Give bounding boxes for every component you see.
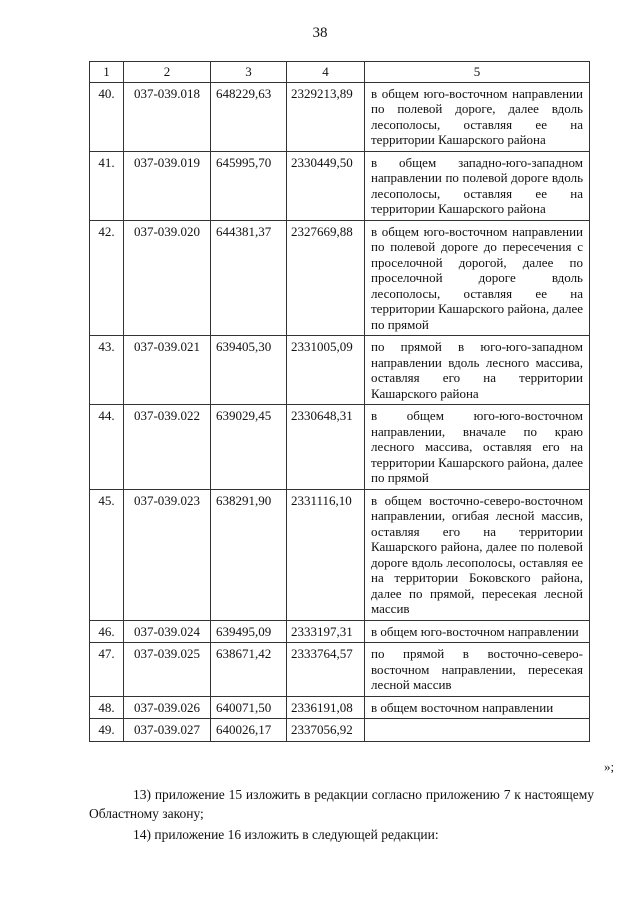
boundary-description: по прямой в восточно-северо-восточном направлении, пересекая лесной массив (365, 643, 590, 697)
table-row (90, 220, 590, 336)
boundary-points-table (89, 61, 590, 742)
row-number: 40. (90, 82, 124, 151)
boundary-description: в общем юго-восточном направлении по полевой дороге, далее вдоль лесополосы, оставляя ее на территории Кашарского района (365, 82, 590, 151)
coordinate-x: 638671,42 (211, 643, 287, 697)
coordinate-y: 2333197,31 (287, 620, 365, 643)
coordinate-y: 2331116,10 (287, 489, 365, 620)
boundary-description: по прямой в юго-юго-западном направлении вдоль лесного массива, оставляя его на территории Кашарского района (365, 336, 590, 405)
point-id: 037-039.018 (124, 82, 211, 151)
table-row (90, 696, 590, 719)
boundary-description: в общем восточно-северо-восточном направлении, огибая лесной массив, оставляя его на территории Кашарского района, далее по полевой дороге вдоль лесополосы, оставляя ее на территории Боковского района, далее по прямой, пересекая лесной массив (365, 489, 590, 620)
coordinate-y: 2336191,08 (287, 696, 365, 719)
coordinate-x: 645995,70 (211, 151, 287, 220)
point-id: 037-039.022 (124, 405, 211, 490)
boundary-description (365, 719, 590, 742)
coordinate-x: 639405,30 (211, 336, 287, 405)
table-row (90, 336, 590, 405)
boundary-description: в общем западно-юго-западном направлении по полевой дороге вдоль лесополосы, оставляя ее на территории Кашарского района (365, 151, 590, 220)
table-row (90, 719, 590, 742)
row-number: 43. (90, 336, 124, 405)
row-number: 45. (90, 489, 124, 620)
row-number: 46. (90, 620, 124, 643)
coordinate-y: 2329213,89 (287, 82, 365, 151)
coordinate-x: 639029,45 (211, 405, 287, 490)
point-id: 037-039.021 (124, 336, 211, 405)
point-id: 037-039.019 (124, 151, 211, 220)
point-id: 037-039.027 (124, 719, 211, 742)
row-number: 44. (90, 405, 124, 490)
header-cell-5: 5 (365, 62, 590, 83)
header-cell-2: 2 (124, 62, 211, 83)
row-number: 42. (90, 220, 124, 336)
paragraph-14: 14) приложение 16 изложить в следующей редакции: (133, 827, 439, 842)
header-cell-4: 4 (287, 62, 365, 83)
page-number: 38 (312, 25, 328, 41)
header-cell-1: 1 (90, 62, 124, 83)
coordinate-y: 2337056,92 (287, 719, 365, 742)
point-id: 037-039.024 (124, 620, 211, 643)
table-row (90, 82, 590, 151)
boundary-description: в общем юго-восточном направлении (365, 620, 590, 643)
coordinate-y: 2330648,31 (287, 405, 365, 490)
header-cell-3: 3 (211, 62, 287, 83)
coordinate-y: 2327669,88 (287, 220, 365, 336)
point-id: 037-039.023 (124, 489, 211, 620)
coordinate-y: 2333764,57 (287, 643, 365, 697)
table-row (90, 643, 590, 697)
table-row (90, 620, 590, 643)
table-header-row (90, 62, 590, 83)
boundary-description: в общем юго-юго-восточном направлении, вначале по краю лесного массива, оставляя его на территории Кашарского района, далее по прямой (365, 405, 590, 490)
coordinate-y: 2331005,09 (287, 336, 365, 405)
point-id: 037-039.020 (124, 220, 211, 336)
coordinate-x: 648229,63 (211, 82, 287, 151)
coordinate-y: 2330449,50 (287, 151, 365, 220)
row-number: 48. (90, 696, 124, 719)
coordinate-x: 640071,50 (211, 696, 287, 719)
boundary-description: в общем юго-восточном направлении по полевой дороге до пересечения с проселочной дорогой, далее по проселочной дороге вдоль лесополосы, оставляя ее на территории Кашарского района, далее по прямой (365, 220, 590, 336)
coordinate-x: 640026,17 (211, 719, 287, 742)
point-id: 037-039.025 (124, 643, 211, 697)
table-row (90, 405, 590, 490)
coordinate-x: 638291,90 (211, 489, 287, 620)
coordinate-x: 644381,37 (211, 220, 287, 336)
closing-quote: »; (604, 759, 615, 774)
coordinate-x: 639495,09 (211, 620, 287, 643)
table-row (90, 489, 590, 620)
row-number: 49. (90, 719, 124, 742)
paragraph-13: 13) приложение 15 изложить в редакции согласно приложению 7 к настоящему Областному закону; (89, 787, 594, 821)
boundary-description: в общем восточном направлении (365, 696, 590, 719)
table-row (90, 151, 590, 220)
point-id: 037-039.026 (124, 696, 211, 719)
row-number: 47. (90, 643, 124, 697)
row-number: 41. (90, 151, 124, 220)
